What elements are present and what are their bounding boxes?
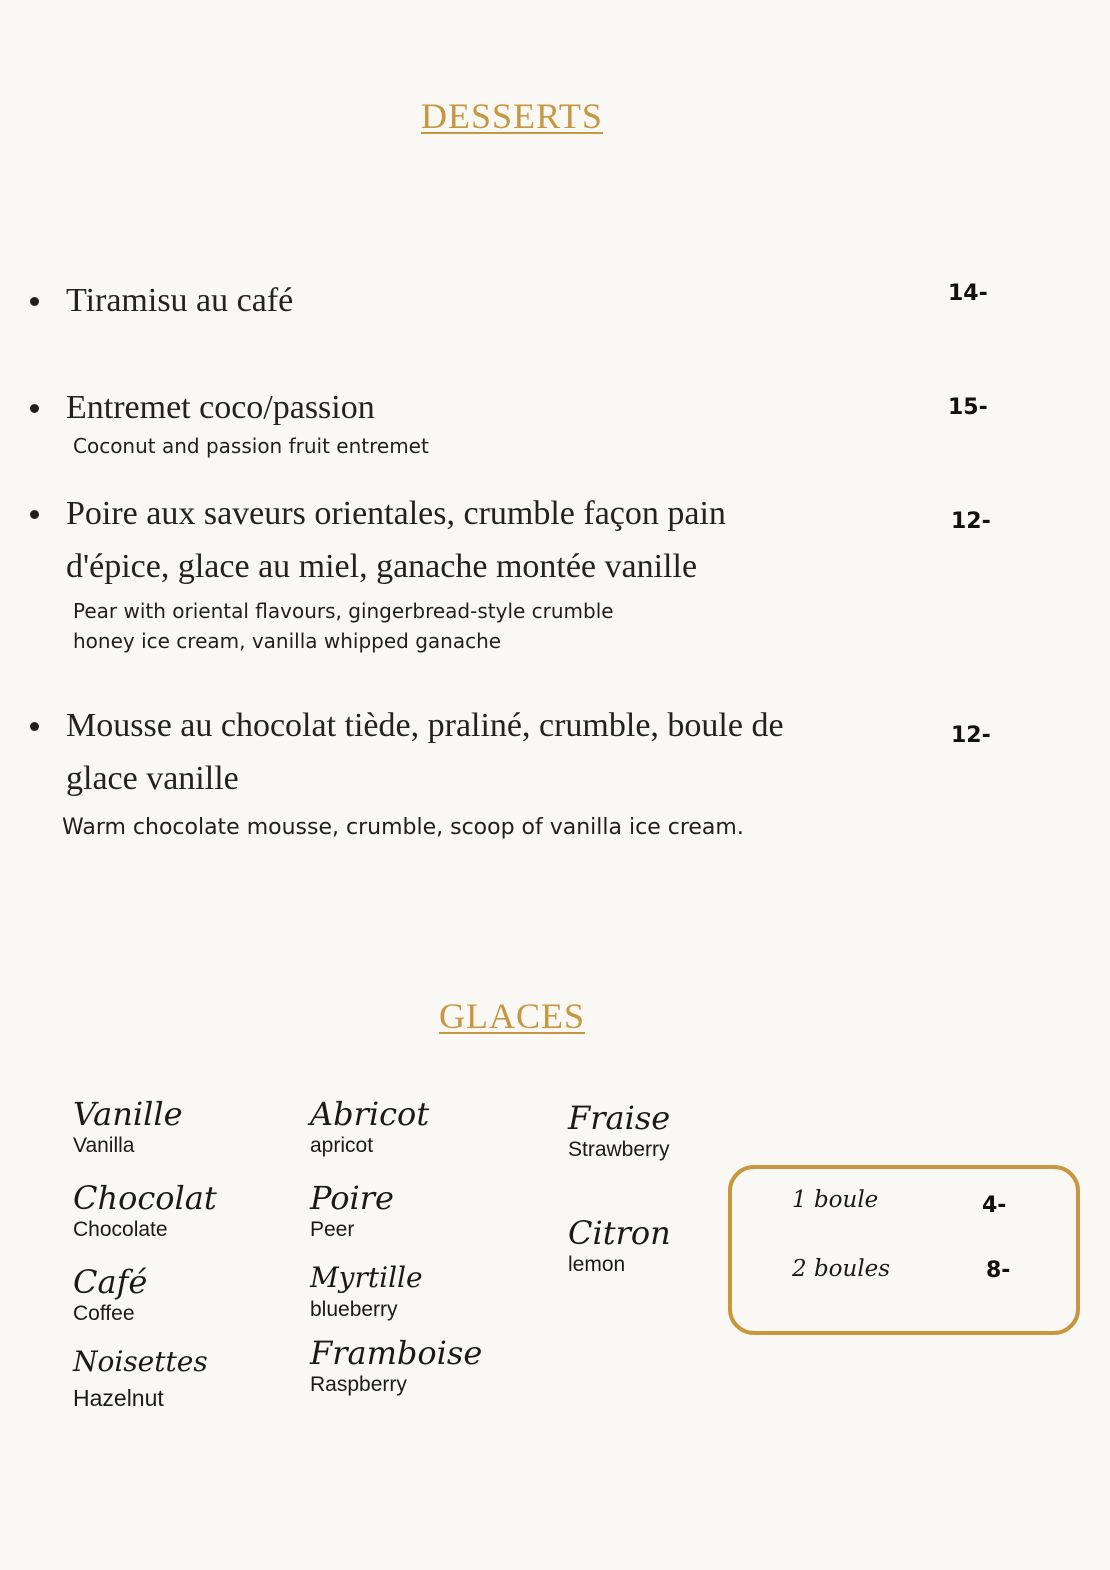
- bullet-icon: [30, 404, 39, 413]
- flavor-vanille: [73, 1095, 183, 1159]
- dish-name-line2: glace vanille: [66, 760, 239, 797]
- dish-name: Entremet coco/passion: [66, 389, 375, 426]
- flavor-name-en: Peer: [310, 1218, 355, 1241]
- flavor-name-en: Chocolate: [73, 1218, 168, 1241]
- dish-description: Coconut and passion fruit entremet: [73, 434, 429, 458]
- bullet-icon: [30, 510, 39, 519]
- flavor-chocolat: [73, 1179, 217, 1243]
- dish-name: Tiramisu au café: [66, 282, 294, 319]
- flavor-name-fr: Framboise: [310, 1334, 483, 1372]
- dish-price: 15-: [948, 395, 988, 420]
- flavor-name-fr: Noisettes: [73, 1345, 208, 1378]
- flavor-name-fr: Fraise: [568, 1099, 671, 1137]
- bullet-icon: [30, 722, 39, 731]
- dish-description-line2: honey ice cream, vanilla whipped ganache: [73, 629, 502, 653]
- flavor-myrtille: [310, 1259, 423, 1323]
- scoop-price-box: [728, 1165, 1080, 1335]
- flavor-name-fr: Café: [73, 1263, 148, 1301]
- flavor-name-en: Coffee: [73, 1302, 135, 1325]
- flavor-name-fr: Vanille: [73, 1095, 183, 1133]
- flavor-name-fr: Abricot: [310, 1095, 430, 1133]
- flavor-name-en: Vanilla: [73, 1134, 135, 1157]
- flavor-framboise: [310, 1334, 482, 1398]
- flavor-name-fr: Myrtille: [310, 1261, 423, 1294]
- scoop-label: 2 boules: [792, 1256, 891, 1282]
- bullet-icon: [30, 297, 39, 306]
- flavor-poire: [310, 1179, 394, 1243]
- flavor-cafe: [73, 1263, 147, 1327]
- dish-price: 12-: [951, 509, 991, 534]
- flavor-name-fr: Poire: [310, 1179, 394, 1217]
- flavor-name-en: apricot: [310, 1134, 374, 1157]
- dish-price: 12-: [951, 723, 991, 748]
- scoop-price: 4-: [982, 1193, 1007, 1218]
- flavor-name-en: Strawberry: [568, 1138, 670, 1161]
- dish-name-line1: Mousse au chocolat tiède, praliné, crumble, boule de: [66, 707, 784, 744]
- flavor-fraise: [568, 1099, 670, 1163]
- flavor-name-en: Hazelnut: [73, 1385, 164, 1411]
- dish-name-line2: d'épice, glace au miel, ganache montée vanille: [66, 548, 698, 585]
- scoop-label: 1 boule: [792, 1187, 879, 1213]
- flavor-name-en: lemon: [568, 1253, 626, 1276]
- flavor-name-fr: Chocolat: [73, 1179, 217, 1217]
- flavor-citron: [568, 1214, 671, 1278]
- flavor-noisettes: [73, 1343, 208, 1411]
- flavor-abricot: [310, 1095, 429, 1159]
- flavor-name-en: Raspberry: [310, 1373, 407, 1396]
- scoop-price: 8-: [986, 1258, 1011, 1283]
- dish-name-line1: Poire aux saveurs orientales, crumble façon pain: [66, 495, 726, 532]
- desserts-title: DESSERTS: [421, 96, 603, 136]
- glaces-title: GLACES: [438, 996, 585, 1036]
- flavor-name-fr: Citron: [568, 1214, 671, 1252]
- dish-description-line1: Pear with oriental flavours, gingerbread-style crumble: [73, 599, 614, 623]
- dish-price: 14-: [948, 281, 988, 306]
- flavor-name-en: blueberry: [310, 1298, 398, 1321]
- dish-description: Warm chocolate mousse, crumble, scoop of vanilla ice cream.: [62, 815, 744, 840]
